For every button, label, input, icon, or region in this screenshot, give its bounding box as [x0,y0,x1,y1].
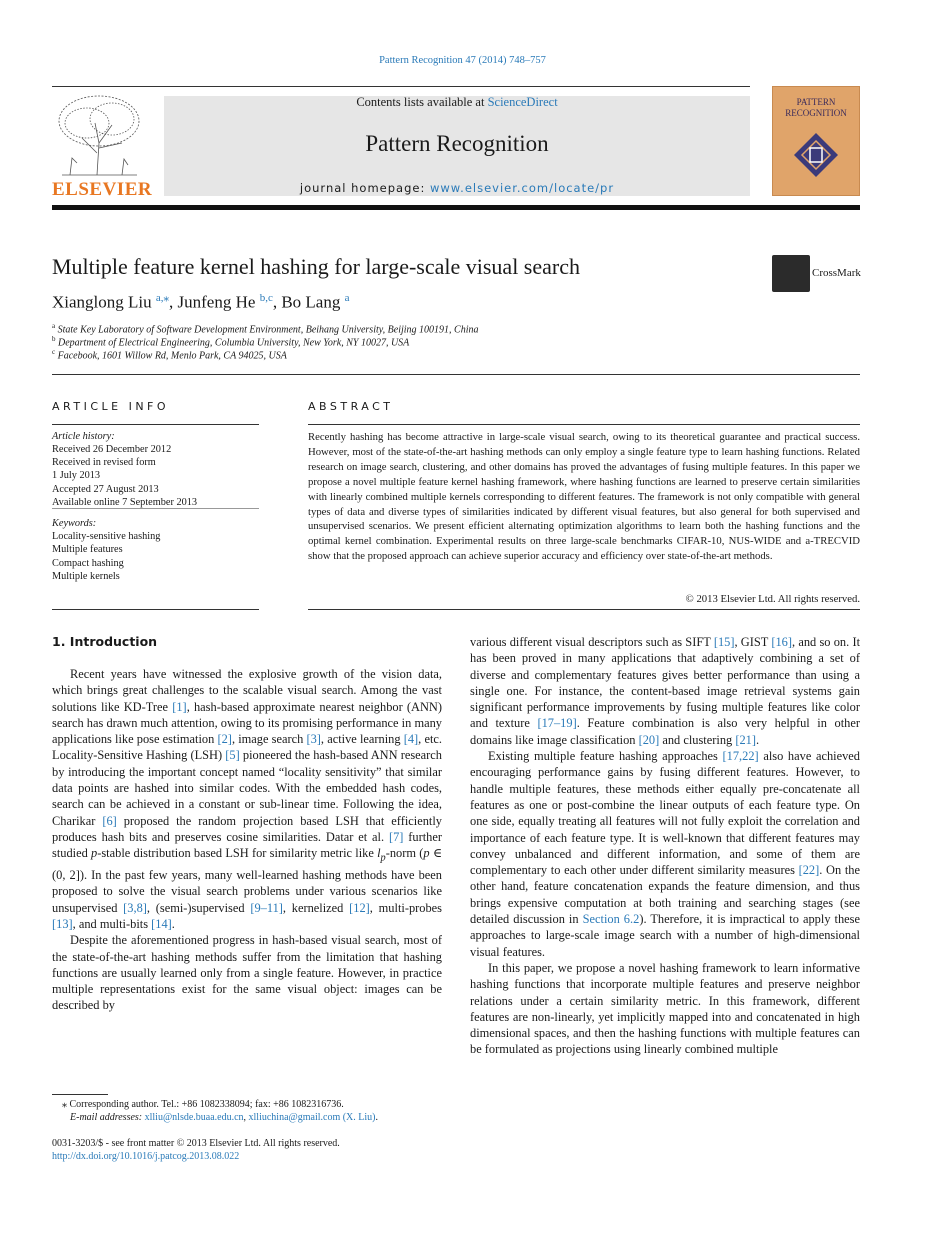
keyword: Locality-sensitive hashing [52,531,161,542]
keyword: Multiple kernels [52,571,120,582]
crossmark-icon [772,255,810,292]
email-separator: , [243,1112,249,1123]
paragraph: Recent years have witnessed the explosive growth of the vision data, which brings great challenges to the scalable visual search. Among the vast solutions like KD-Tree [1], hash-based approximate nearest neighbor (ANN) search has drawn much attention, owing to its promising performance in many applications like pose estimation [2], image search [3], active learning [4], etc. Locality-Sensitive Hashing (LSH) [5] pioneered the hash-based ANN research by introducing the important concept named “locality sensitivity” that similar data points are hashed into similar codes. With the embedded hash codes, search can be achieved in a constant or sub-linear time. Following the idea, Charikar [6] proposed the random projection based LSH that efficiently produces hash bits and preserves cosine similarities. Datar et al. [7] further studied p-stable distribution based LSH for similarity metric like $l_p$-norm (p ∈ (0, 2]). In the past few years, many well-learned hashing methods have been proposed to solve the visual search problems under various scenarios like unsupervised [3,8], (semi-)supervised [9–11], kernelized [12], multi-probes [13], and multi-bits [14]. [52,667,443,931]
author-name[interactable]: Bo Lang [281,292,341,312]
abstract-rule [308,424,860,425]
affiliation-mark: a [52,322,56,330]
citation-link[interactable]: [15] [713,635,735,649]
history-item: Available online 7 September 2013 [52,497,198,508]
affiliation-mark: b [52,335,56,343]
cover-title [773,97,859,119]
journal-citation-line[interactable]: Pattern Recognition 47 (2014) 748–757 [379,55,546,66]
email-end: . [375,1112,378,1123]
citation-link[interactable]: [20] [638,732,660,747]
homepage-line [164,181,750,195]
keyword: Multiple features [52,544,123,555]
email-label: E-mail addresses: [70,1112,145,1123]
citation-link[interactable]: [2] [217,732,232,747]
body-column-left [52,666,442,1014]
sciencedirect-link[interactable]: ScienceDirect [487,95,558,109]
section-link[interactable]: Section 6.2 [582,912,640,927]
citation-link[interactable]: [6] [102,813,117,828]
affiliation-text: Department of Electrical Engineering, Columbia University, New York, NY 10027, USA [58,337,410,349]
citation-link[interactable]: [21] [735,732,756,747]
citation-link[interactable]: [1] [172,699,187,714]
affiliation [52,335,409,348]
paper-title: Multiple feature kernel hashing for large-scale visual search [52,254,580,279]
email-line [62,1111,452,1124]
author-affiliation-mark[interactable]: a [344,292,350,304]
cover-title-line2: RECOGNITION [785,108,847,118]
title-rule [52,374,860,375]
email-link[interactable]: xlliu@nlsde.buaa.edu.cn [144,1112,244,1123]
author-affiliation-mark[interactable]: a,⁎ [155,292,170,304]
history-heading: Article history: [52,431,115,442]
affiliation-text: Facebook, 1601 Willow Rd, Menlo Park, CA 94025, USA [57,350,287,362]
footnote-rule [52,1094,108,1095]
history-item: Accepted 27 August 2013 [52,484,159,495]
affiliation-text: State Key Laboratory of Software Development Environment, Beihang University, Beijing 100191, China [57,324,479,336]
keyword: Compact hashing [52,558,124,569]
citation-link[interactable]: [7] [388,829,404,844]
keywords-heading: Keywords: [52,518,97,529]
abstract-rule [308,609,860,610]
history-item: Received in revised form [52,457,156,468]
affiliation [52,322,478,335]
citation-link[interactable]: [22] [798,863,820,878]
body-column-right [470,634,860,1058]
paragraph: various different visual descriptors such as SIFT [15], GIST [16], and so on. It has been proved in many applications that adaptively combining a set of diverse and complementary features gives better performance than using a single one. For instance, the content-based image retrieval systems gain significant performance improvements by fusing multiple features like color and texture [17–19]. Feature combination is also very helpful in other domains like image classification [20] and clustering [21]. [470,635,861,747]
issn-block [52,1137,340,1163]
publisher-wordmark: ELSEVIER [52,179,153,200]
elsevier-tree-icon [52,93,147,178]
abstract-caption: ABSTRACT [308,400,394,413]
article-info-rule [52,508,259,509]
affiliation [52,348,287,361]
abstract-text: Recently hashing has become attractive in large-scale visual search, owing to its theoretical guarantee and practical success. However, most of the state-of-the-art hashing methods can only employ a single feature type to learn hashing functions. Related research on image search, clustering, and other domains has proved the advantages of fusing multiple features. In this paper we propose a novel multiple feature kernel hashing framework, where hashing functions are learned to preserve certain similarities with linearly combined multiple kernels corresponding to different features. The framework is not only compatible with general types of data and diverse types of similarities indicated by different visual features, but also general for both supervised and unsupervised scenarios. We present efficient alternating optimization algorithms to learn both the hashing functions and the optimal kernel combination. Experimental results on three large-scale benchmarks CIFAR-10, NUS-WIDE and a-TRECVID show that the proposed approach can achieve superior accuracy and efficiency over state-of-the-art methods. [308,431,860,563]
journal-cover[interactable] [772,86,860,196]
elsevier-logo [52,93,153,203]
issn-line: 0031-3203/$ - see front matter © 2013 Elsevier Ltd. All rights reserved. [52,1138,340,1149]
crossmark-badge[interactable] [772,255,862,293]
author-affiliation-mark[interactable]: b,c [259,292,273,304]
article-info-rule [52,609,259,610]
footnote [52,1098,452,1124]
contents-line [164,95,750,110]
section-heading: 1. Introduction [52,634,158,649]
citation-link[interactable]: [17–19] [537,716,577,731]
citation-link[interactable]: [9–11] [250,900,283,915]
citation-link[interactable]: [12] [349,900,370,915]
journal-name: Pattern Recognition [365,131,549,156]
author-separator: , [169,292,178,312]
homepage-prefix: journal homepage: [299,181,430,195]
paragraph: Despite the aforementioned progress in hash-based visual search, most of the state-of-the-art hashing methods suffer from the limitation that hashing functions are usually learned only from a single feature. However, in practice multiple representations exist for the same visual object: images can be described by [52,933,442,1013]
article-info-rule [52,424,259,425]
author-separator: , [272,292,282,312]
citation-link[interactable]: [3,8] [123,900,147,915]
corresponding-author-note: ⁎ Corresponding author. Tel.: +86 1082338094; fax: +86 1082316736. [62,1099,344,1110]
doi-link[interactable]: http://dx.doi.org/10.1016/j.patcog.2013.08.022 [52,1151,240,1162]
contents-prefix: Contents lists available at [356,95,488,109]
history-item: 1 July 2013 [52,470,101,481]
affiliation-mark: c [52,348,56,356]
copyright: © 2013 Elsevier Ltd. All rights reserved. [685,593,860,605]
paragraph: In this paper, we propose a novel hashing framework to learn informative hashing functions that incorporate multiple features and preserve neighbor relations under a certain similarity metric. In this framework, different features are non-linearly, yet implicitly mapped into and concatenated in high dimensional spaces, and then the hashing functions with multiple features can be formulated as projections using linearly combined multiple [470,960,860,1057]
author-name[interactable]: Xianglong Liu [52,292,152,312]
article-info-caption: ARTICLE INFO [52,400,170,413]
homepage-link[interactable]: www.elsevier.com/locate/pr [430,181,615,195]
header-thick-rule [52,205,860,210]
cover-title-line1: PATTERN [796,97,836,107]
cover-emblem-icon [793,132,839,178]
citation-link[interactable]: [5] [225,748,240,763]
citation-link[interactable]: [4] [403,732,419,747]
citation-link[interactable]: [13] [52,916,73,931]
author-list [52,291,350,313]
header-top-rule [52,86,750,87]
author-name[interactable]: Junfeng He [177,292,256,312]
citation-link[interactable]: [16] [771,635,793,649]
citation-link[interactable]: [14] [151,916,172,931]
history-item: Received 26 December 2012 [52,444,172,455]
crossmark-label: CrossMark [812,267,861,279]
citation-link[interactable]: [3] [306,732,321,747]
email-link[interactable]: xlliuchina@gmail.com (X. Liu) [248,1112,376,1123]
citation-link[interactable]: [17,22] [722,749,759,764]
paragraph: Existing multiple feature hashing approaches [17,22] also have achieved encouraging performance gains by fusing different features. However, to handle multiple features, these methods either equally pre-concatenate all features as one or post-combine the linear outputs of each feature type. On one side, equally treating all features will not fully exploit the correlation and importance of each feature type. It is well-known that different features may convey unbalanced and different information, and some of them are complementary to each other under different similarity measures [22]. On the other hand, feature concatenation expands the feature dimension, and thus brings expensive computation at both training and searching stages (see detailed discussion in Section 6.2). Therefore, it is impractical to apply these approaches to large-scale image search with a number of high-dimensional visual features. [470,749,861,959]
